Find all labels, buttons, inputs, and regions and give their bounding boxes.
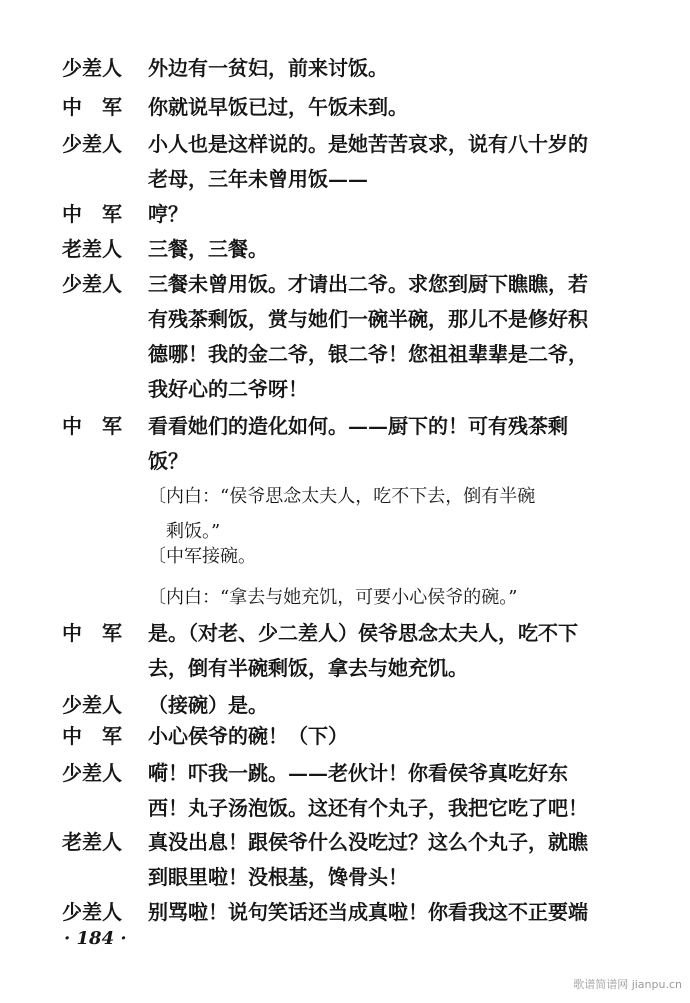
dialogue-line: 是。（对老、少二差人）侯爷思念太夫人，吃不下	[148, 621, 578, 645]
speaker-name: 中 军	[62, 414, 122, 438]
speaker-name: 少差人	[62, 272, 122, 296]
dialogue-line: 有残茶剩饭，赏与她们一碗半碗，那儿不是修好积	[148, 307, 588, 331]
stage-direction-line: 〔内白：“侯爷思念太夫人，吃不下去，倒有半碗	[148, 486, 536, 507]
dialogue-line: 小心侯爷的碗！（下）	[148, 724, 348, 748]
speaker-name: 少差人	[62, 761, 122, 785]
stage-direction-line: 〔中军接碗。	[148, 546, 256, 567]
dialogue-line: 真没出息！跟侯爷什么没吃过？这么个丸子，就瞧	[148, 830, 588, 854]
dialogue-line: 饭？	[148, 449, 188, 473]
dialogue-line: 去，倒有半碗剩饭，拿去与她充饥。	[148, 656, 468, 680]
dialogue-line: 小人也是这样说的。是她苦苦哀求，说有八十岁的	[148, 132, 588, 156]
stage-direction-line: 〔内白：“拿去与她充饥，可要小心侯爷的碗。”	[148, 587, 518, 608]
stage-direction-line: 剩饭。”	[148, 521, 221, 542]
page-number: · 184 ·	[64, 928, 127, 949]
site-watermark: 歌谱简谱网 jianpu.cn	[573, 978, 682, 991]
dialogue-line: 三餐，三餐。	[148, 237, 268, 261]
dialogue-line: （接碗）是。	[148, 693, 268, 717]
speaker-name: 中 军	[62, 724, 122, 748]
dialogue-line: 别骂啦！说句笑话还当成真啦！你看我这不正要端	[148, 900, 588, 924]
speaker-name: 老差人	[62, 237, 122, 261]
speaker-name: 少差人	[62, 900, 122, 924]
speaker-name: 中 军	[62, 202, 122, 226]
dialogue-line: 西！丸子汤泡饭。这还有个丸子，我把它吃了吧！	[148, 796, 588, 820]
dialogue-line: 嗬！吓我一跳。——老伙计！你看侯爷真吃好东	[148, 761, 568, 785]
dialogue-line: 老母，三年未曾用饭——	[148, 167, 368, 191]
dialogue-line: 哼？	[148, 202, 188, 226]
dialogue-line: 外边有一贫妇，前来讨饭。	[148, 56, 388, 80]
dialogue-line: 到眼里啦！没根基，馋骨头！	[148, 865, 408, 889]
dialogue-line: 三餐未曾用饭。才请出二爷。求您到厨下瞧瞧，若	[148, 272, 588, 296]
speaker-name: 中 军	[62, 621, 122, 645]
dialogue-line: 德哪！我的金二爷，银二爷！您祖祖辈辈是二爷，	[148, 342, 588, 366]
speaker-name: 少差人	[62, 693, 122, 717]
dialogue-line: 你就说早饭已过，午饭未到。	[148, 95, 408, 119]
speaker-name: 中 军	[62, 95, 122, 119]
speaker-name: 老差人	[62, 830, 122, 854]
speaker-name: 少差人	[62, 56, 122, 80]
speaker-name: 少差人	[62, 132, 122, 156]
dialogue-line: 我好心的二爷呀！	[148, 377, 308, 401]
dialogue-line: 看看她们的造化如何。——厨下的！可有残茶剩	[148, 414, 568, 438]
